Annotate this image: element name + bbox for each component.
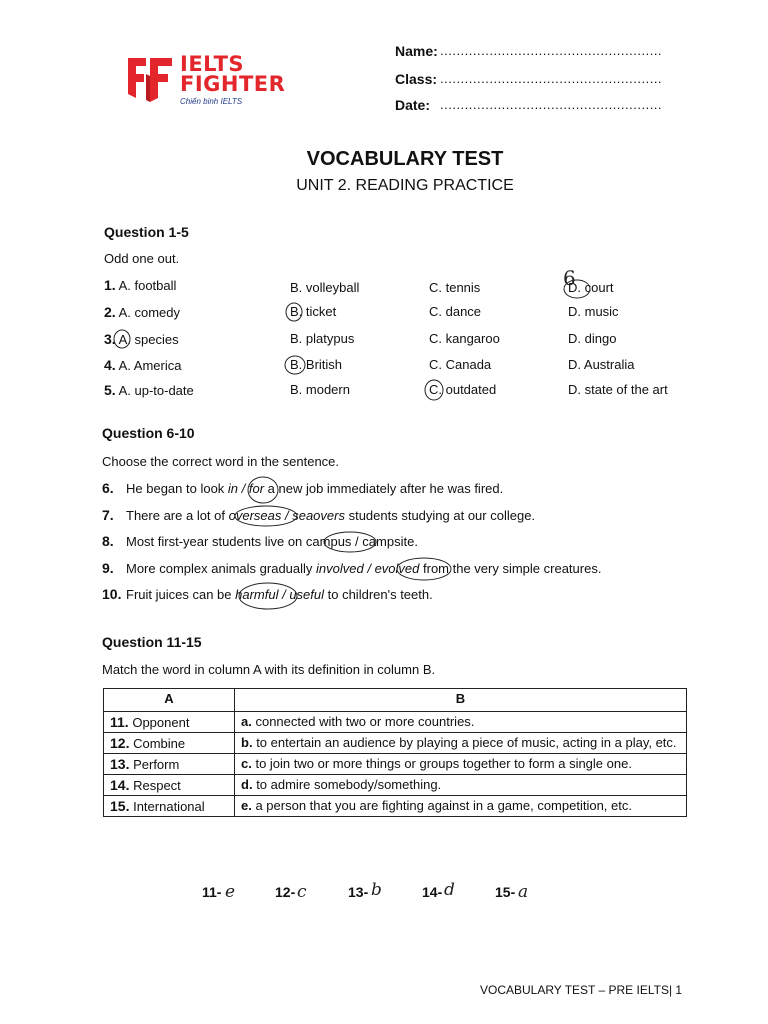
q1-option-c[interactable]: C. tennis bbox=[429, 280, 481, 295]
ielts-fighter-logo bbox=[126, 54, 286, 106]
q2-option-d[interactable]: D. music bbox=[568, 304, 619, 319]
column-a-cell: 14. Respect bbox=[104, 775, 235, 796]
table-row bbox=[104, 796, 687, 817]
sentence-7: 7. There are a lot of overseas / seaovers students studying at our college. bbox=[102, 507, 536, 523]
sentence-8-option-1[interactable]: campus bbox=[305, 534, 352, 549]
question-11-15-heading: Question 11-15 bbox=[102, 634, 202, 650]
q4-option-b[interactable]: B. British bbox=[290, 357, 343, 372]
sentence-9-option-2[interactable]: evolved bbox=[374, 561, 420, 576]
matching-table bbox=[103, 688, 687, 817]
q2-option-c[interactable]: C. dance bbox=[429, 304, 482, 319]
name-field[interactable]: ...................................................... bbox=[440, 43, 663, 58]
sentence-6-option-1[interactable]: in bbox=[227, 481, 239, 496]
class-field[interactable]: ...................................................... bbox=[440, 71, 663, 86]
answer-15-label: 15- bbox=[495, 884, 516, 900]
sentence-7-option-2[interactable]: seaovers bbox=[292, 508, 345, 523]
column-a-cell: 13. Perform bbox=[104, 754, 235, 775]
answer-11-handwritten[interactable]: e bbox=[225, 882, 236, 902]
table-row bbox=[104, 733, 687, 754]
answer-12-handwritten[interactable]: c bbox=[297, 882, 307, 902]
date-field[interactable]: ...................................................... bbox=[440, 97, 663, 112]
answer-11-label: 11- bbox=[202, 884, 222, 900]
column-a-cell: 15. International bbox=[104, 796, 235, 817]
sentence-8: 8. Most first-year students live on campus / campsite. bbox=[102, 533, 418, 549]
column-b-cell: e. a person that you are fighting against in a game, competition, etc. bbox=[235, 796, 687, 817]
sentence-6: 6. He began to look in / for a new job immediately after he was fired. bbox=[102, 480, 504, 496]
sentence-7-option-1[interactable]: overseas bbox=[228, 508, 282, 523]
column-a-cell: 11. Opponent bbox=[104, 712, 235, 733]
sentence-6-option-2[interactable]: for bbox=[248, 481, 265, 496]
column-b-cell: d. to admire somebody/something. bbox=[235, 775, 687, 796]
q4-option-c[interactable]: C. Canada bbox=[429, 357, 492, 372]
table-row bbox=[104, 712, 687, 733]
q2-option-b[interactable]: B. ticket bbox=[290, 304, 337, 319]
column-a-header: A bbox=[104, 689, 235, 712]
q5-option-d[interactable]: D. state of the art bbox=[568, 382, 668, 397]
q1-option-b[interactable]: B. volleyball bbox=[290, 280, 360, 295]
question-11-15-instruction: Match the word in column A with its definition in column B. bbox=[102, 662, 436, 677]
question-6-10-instruction: Choose the correct word in the sentence. bbox=[102, 454, 340, 469]
column-a-cell: 12. Combine bbox=[104, 733, 235, 754]
question-1-5-instruction: Odd one out. bbox=[104, 251, 180, 266]
q5-option-c[interactable]: C. outdated bbox=[429, 382, 497, 397]
logo-mark-icon bbox=[126, 54, 174, 104]
column-b-cell: a. connected with two or more countries. bbox=[235, 712, 687, 733]
q3-option-c[interactable]: C. kangaroo bbox=[429, 331, 500, 346]
answer-14-handwritten[interactable]: d bbox=[444, 880, 455, 900]
class-label: Class: bbox=[395, 71, 438, 87]
q2-option-a[interactable]: 2. A. comedy bbox=[104, 304, 181, 320]
sentence-10: 10. Fruit juices can be harmful / useful to children's teeth. bbox=[102, 586, 433, 602]
page-subtitle: UNIT 2. READING PRACTICE bbox=[296, 177, 514, 194]
q4-option-d[interactable]: D. Australia bbox=[568, 357, 635, 372]
logo-text-ielts: IELTS bbox=[180, 52, 245, 76]
answer-14-label: 14- bbox=[422, 884, 443, 900]
q1-option-a[interactable]: 1. A. football bbox=[104, 277, 177, 293]
column-b-header: B bbox=[235, 689, 687, 712]
q3-option-a[interactable]: 3. A. species bbox=[104, 331, 179, 347]
handwritten-six: 6 bbox=[563, 266, 576, 290]
sentence-8-option-2[interactable]: campsite bbox=[362, 534, 415, 549]
q3-option-d[interactable]: D. dingo bbox=[568, 331, 617, 346]
name-label: Name: bbox=[395, 43, 438, 59]
answer-12-label: 12- bbox=[275, 884, 296, 900]
q5-option-b[interactable]: B. modern bbox=[290, 382, 350, 397]
sentence-10-option-1[interactable]: harmful bbox=[235, 587, 279, 602]
sentence-9-option-1[interactable]: involved bbox=[316, 561, 364, 576]
question-1-5-heading: Question 1-5 bbox=[104, 224, 189, 240]
q4-option-a[interactable]: 4. A. America bbox=[104, 357, 182, 373]
sentence-10-option-2[interactable]: useful bbox=[289, 587, 325, 602]
table-row bbox=[104, 775, 687, 796]
table-header-row bbox=[104, 689, 687, 712]
page-title: VOCABULARY TEST bbox=[306, 148, 504, 170]
answer-13-label: 13- bbox=[348, 884, 369, 900]
q5-option-a[interactable]: 5. A. up-to-date bbox=[104, 382, 194, 398]
date-label: Date: bbox=[395, 97, 431, 113]
table-row bbox=[104, 754, 687, 775]
q1-option-d[interactable]: D. court bbox=[568, 280, 614, 295]
answer-13-handwritten[interactable]: b bbox=[371, 880, 382, 900]
page-footer: VOCABULARY TEST – PRE IELTS| 1 bbox=[480, 983, 683, 997]
logo-tagline: Chiến binh IELTS bbox=[180, 97, 243, 106]
column-b-cell: c. to join two or more things or groups together to form a single one. bbox=[235, 754, 687, 775]
question-6-10-heading: Question 6-10 bbox=[102, 425, 195, 441]
logo-text-fighter: FIGHTER bbox=[180, 72, 286, 96]
sentence-9: 9. More complex animals gradually involved / evolved from the very simple creatures. bbox=[102, 560, 602, 576]
q3-option-b[interactable]: B. platypus bbox=[290, 331, 355, 346]
column-b-cell: b. to entertain an audience by playing a piece of music, acting in a play, etc. bbox=[235, 733, 687, 754]
answer-15-handwritten[interactable]: a bbox=[518, 882, 529, 902]
